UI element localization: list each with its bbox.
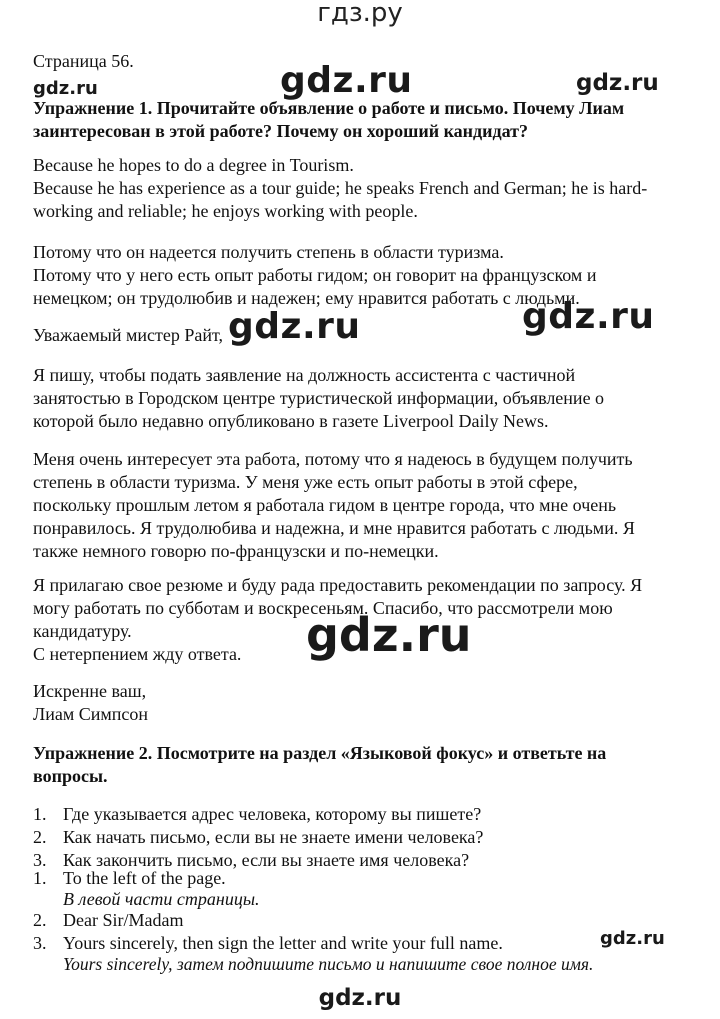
exercise1-title-line2: заинтересован в этой работе? Почему он хороший кандидат? [33, 121, 528, 141]
answer-number: 3. [33, 933, 47, 953]
watermark-bottom: gdz.ru [318, 985, 402, 1011]
page-label: Страница 56. [33, 51, 134, 71]
exercise1-en-line3: working and reliable; he enjoys working with people. [33, 201, 418, 221]
letter-p1-line3: которой было недавно опубликовано в газете Liverpool Daily News. [33, 411, 549, 431]
question-text: Как начать письмо, если вы не знаете имени человека? [63, 827, 484, 847]
letter-p3-line4: С нетерпением жду ответа. [33, 644, 242, 664]
question-number: 3. [33, 850, 47, 870]
answer-text: Dear Sir/Madam [63, 910, 184, 930]
watermark-big-top: gdz.ru [280, 60, 413, 101]
exercise2-title-line2: вопросы. [33, 766, 108, 786]
letter-p2-line5: также немного говорю по-французски и по-немецки. [33, 541, 439, 561]
site-header: гдз.ру [317, 0, 403, 28]
letter-p2-line4: понравилось. Я трудолюбива и надежна, и мне нравится работать с людьми. Я [33, 518, 635, 538]
answer-number: 1. [33, 868, 47, 888]
watermark-bottom-right: gdz.ru [600, 928, 665, 949]
letter-p1-line1: Я пишу, чтобы подать заявление на должность ассистента с частичной [33, 365, 576, 385]
letter-p3-line2: могу работать по субботам и воскресеньям. Спасибо, что рассмотрели мою [33, 598, 613, 618]
answer-text: Yours sincerely, then sign the letter and write your full name. [63, 933, 503, 953]
exercise2-title-line1: Упражнение 2. Посмотрите на раздел «Языковой фокус» и ответьте на [33, 743, 607, 763]
exercise1-ru-line3: немецком; он трудолюбив и надежен; ему нравится работать с людьми. [33, 288, 580, 308]
letter-greeting: Уважаемый мистер Райт, [33, 325, 224, 345]
watermark-right-top: gdz.ru [576, 70, 659, 96]
question-number: 2. [33, 827, 47, 847]
letter-p3-line3: кандидатуру. [33, 621, 132, 641]
letter-p2-line1: Меня очень интересует эта работа, потому что я надеюсь в будущем получить [33, 449, 633, 469]
letter-signature: Лиам Симпсон [33, 704, 149, 724]
watermark-small-top-left: gdz.ru [33, 78, 98, 99]
watermark-mid-right: gdz.ru [522, 296, 655, 337]
exercise1-title-line1: Упражнение 1. Прочитайте объявление о работе и письмо. Почему Лиам [33, 98, 625, 118]
letter-p2-line3: поскольку прошлым летом я работала гидом в центре города, что мне очень [33, 495, 617, 515]
answer-translation: В левой части страницы. [63, 889, 260, 909]
answer-number: 2. [33, 910, 47, 930]
exercise1-en-line2: Because he has experience as a tour guide; he speaks French and German; he is hard- [33, 178, 648, 198]
watermark-center: gdz.ru [306, 608, 472, 662]
question-text: Как закончить письмо, если вы знаете имя человека? [63, 850, 470, 870]
letter-p3-line1: Я прилагаю свое резюме и буду рада предоставить рекомендации по запросу. Я [33, 575, 643, 595]
question-number: 1. [33, 804, 47, 824]
answer-text: To the left of the page. [63, 868, 226, 888]
exercise1-en-line1: Because he hopes to do a degree in Tourism. [33, 155, 354, 175]
letter-p1-line2: занятостью в Городском центре туристической информации, объявление о [33, 388, 605, 408]
answer-translation: Yours sincerely, затем подпишите письмо и напишите свое полное имя. [63, 954, 594, 974]
question-text: Где указывается адрес человека, которому вы пишете? [63, 804, 482, 824]
letter-p2-line2: степень в области туризма. У меня уже есть опыт работы в этой сфере, [33, 472, 578, 492]
exercise1-ru-line1: Потому что он надеется получить степень в области туризма. [33, 242, 504, 262]
letter-closing: Искренне ваш, [33, 681, 147, 701]
exercise1-ru-line2: Потому что у него есть опыт работы гидом; он говорит на французском и [33, 265, 597, 285]
watermark-mid-left: gdz.ru [228, 306, 361, 347]
